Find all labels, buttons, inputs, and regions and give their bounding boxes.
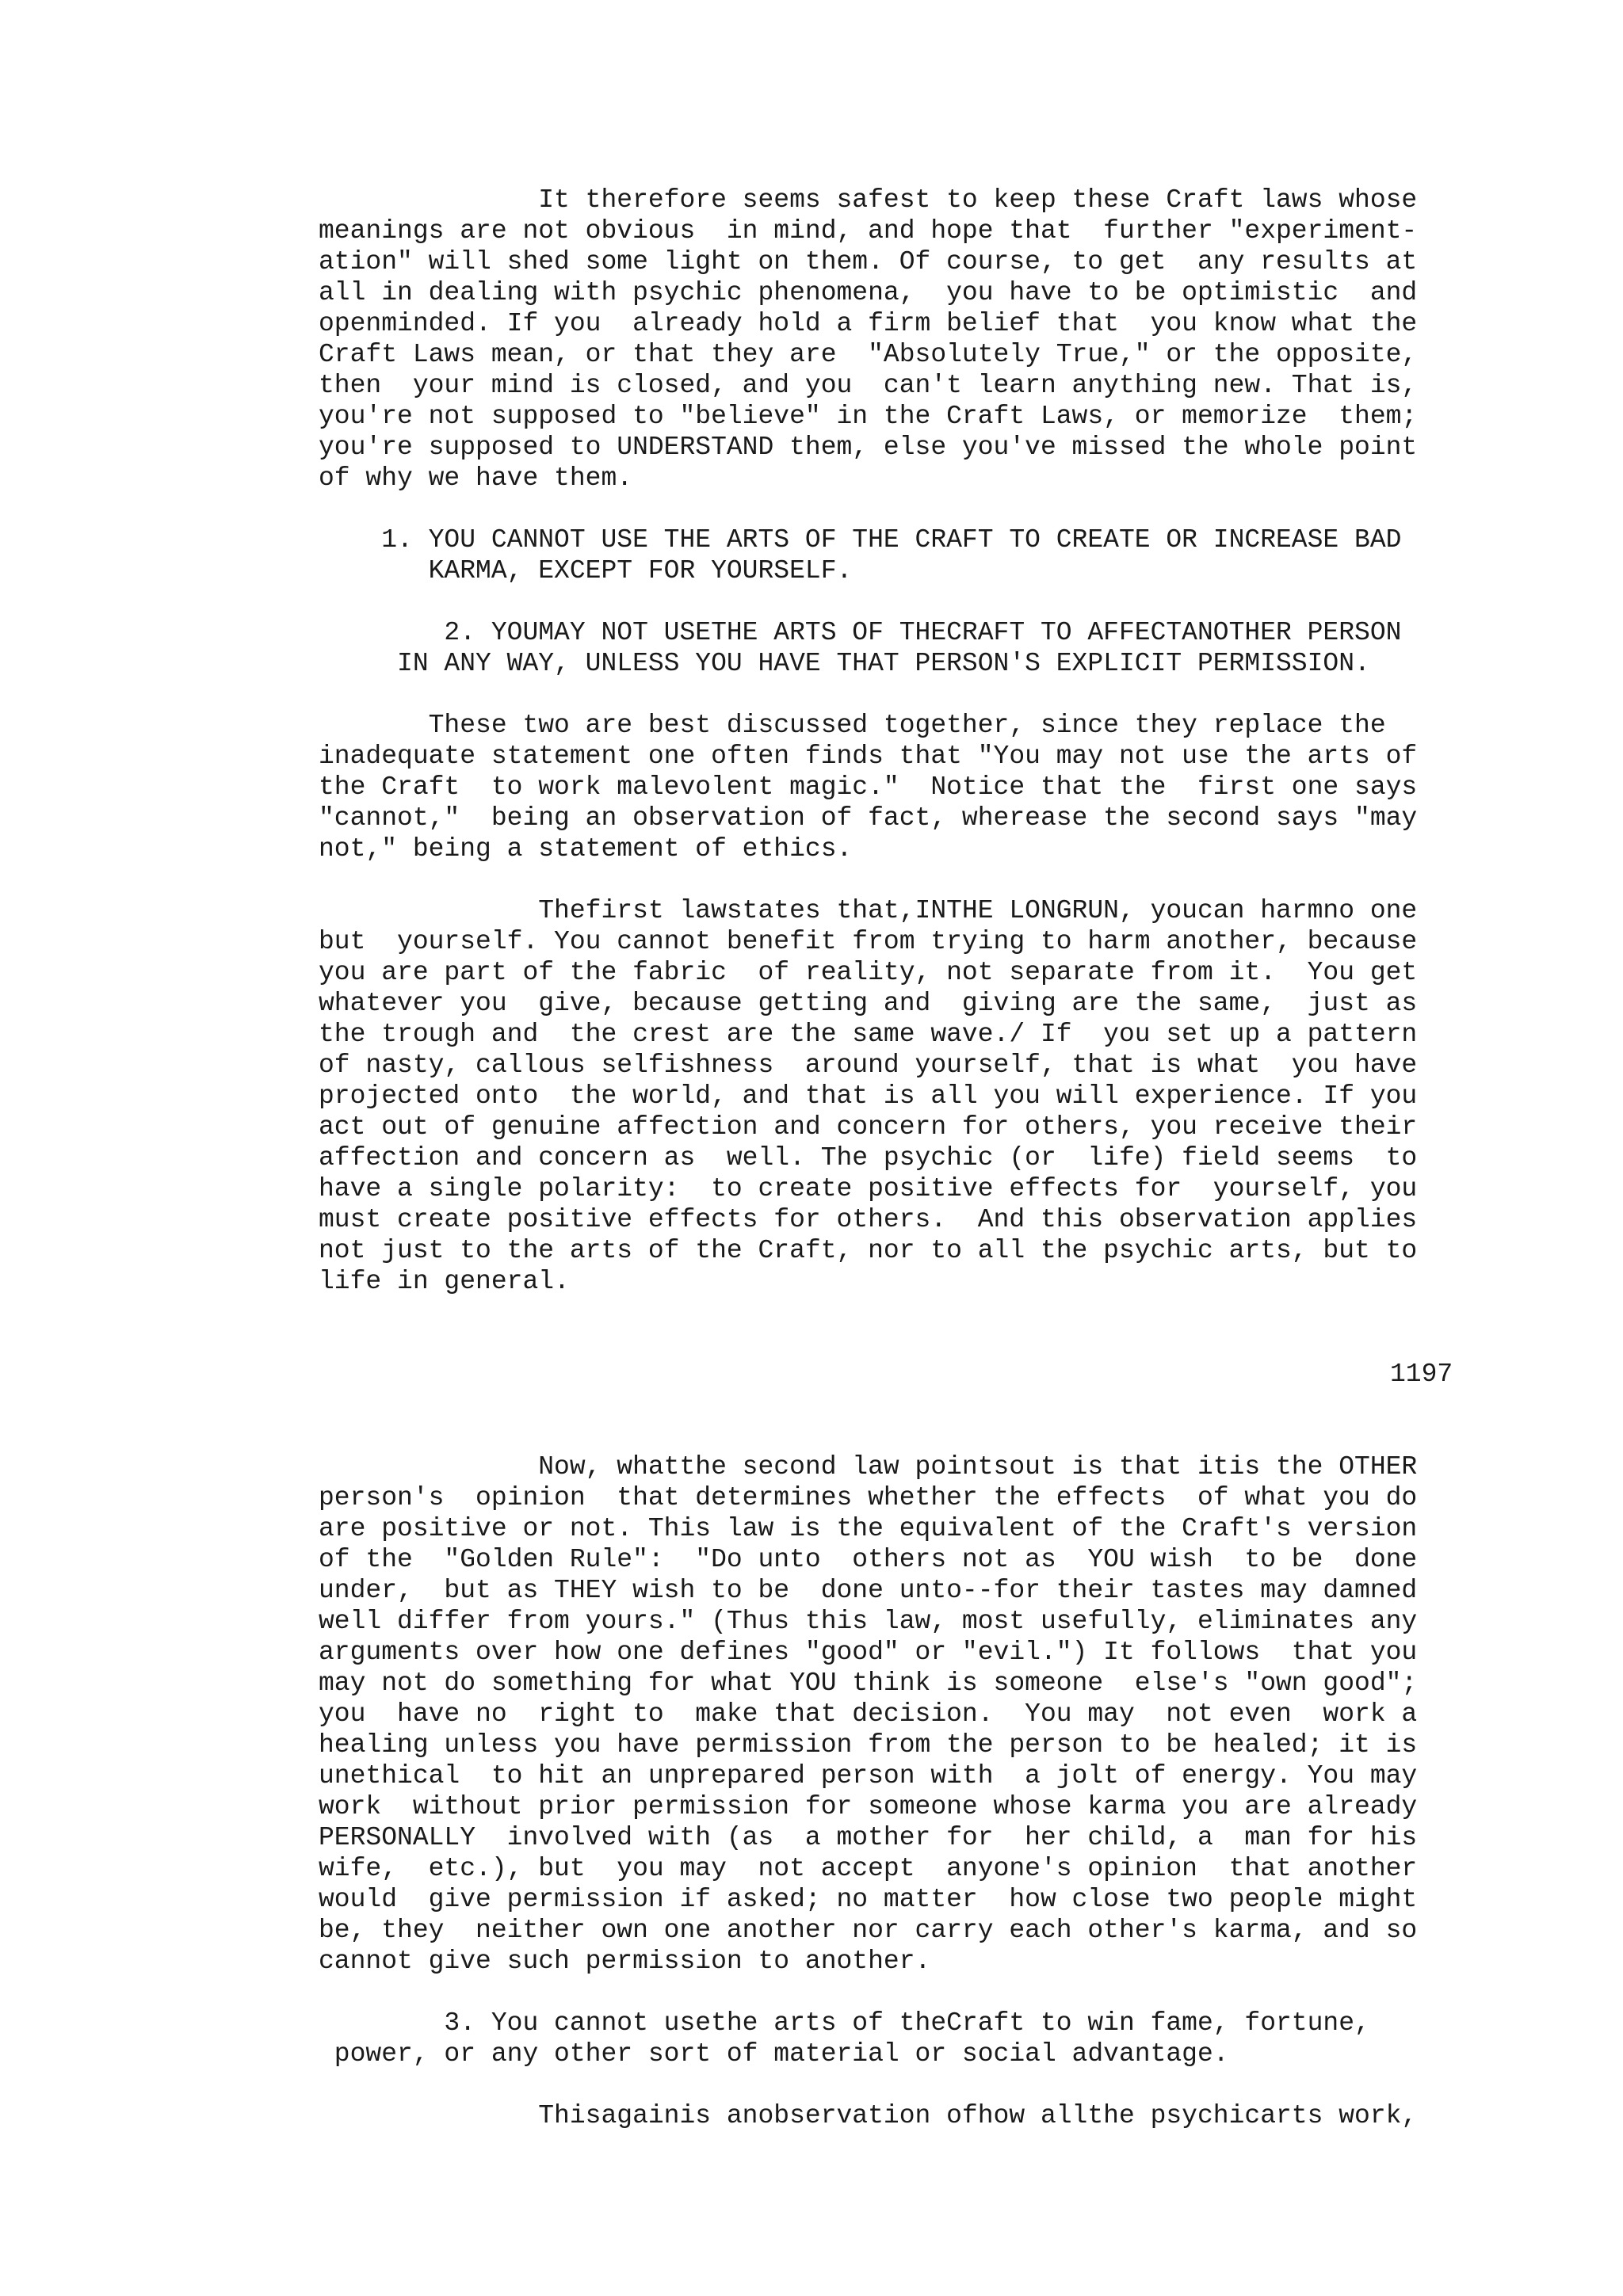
text-line: you're not supposed to "believe" in the Craft Laws, or memorize them; [319,402,1418,431]
text-line: you are part of the fabric of reality, not separate from it. You get [319,958,1418,987]
text-line: the trough and the crest are the same wave./ If you set up a pattern [319,1020,1418,1049]
text-line: projected onto the world, and that is all you will experience. If you [319,1081,1418,1111]
law-heading-line: IN ANY WAY, UNLESS YOU HAVE THAT PERSON'S EXPLICIT PERMISSION. [319,649,1370,678]
text-line: but yourself. You cannot benefit from trying to harm another, because [319,927,1418,956]
text-line: affection and concern as well. The psychic (or life) field seems to [319,1143,1418,1173]
text-line: under, but as THEY wish to be done unto--for their tastes may damned [319,1576,1418,1605]
text-line: you're supposed to UNDERSTAND them, else you've missed the whole point [319,433,1418,462]
text-line: These two are best discussed together, since they replace the [319,711,1386,740]
text-line: whatever you give, because getting and giving are the same, just as [319,989,1418,1018]
text-line: Now, whatthe second law pointsout is that itis the OTHER [319,1452,1418,1482]
text-line: wife, etc.), but you may not accept anyone's opinion that another [319,1854,1418,1883]
text-line: all in dealing with psychic phenomena, you have to be optimistic and [319,278,1418,307]
text-line: then your mind is closed, and you can't learn anything new. That is, [319,371,1418,400]
text-line: the Craft to work malevolent magic." Notice that the first one says [319,772,1418,802]
law-heading-line: 1. YOU CANNOT USE THE ARTS OF THE CRAFT TO CREATE OR INCREASE BAD [319,525,1402,555]
text-line: well differ from yours." (Thus this law, most usefully, eliminates any [319,1607,1418,1636]
text-line: cannot give such permission to another. [319,1947,931,1976]
text-line: must create positive effects for others. And this observation applies [319,1205,1418,1234]
text-line: not," being a statement of ethics. [319,834,853,864]
law-heading-line: 2. YOUMAY NOT USETHE ARTS OF THECRAFT TO AFFECTANOTHER PERSON [319,618,1402,647]
page-number: 1197 [1390,1360,1453,1389]
text-line: "cannot," being an observation of fact, wherease the second says "may [319,803,1418,833]
text-line: PERSONALLY involved with (as a mother for her child, a man for his [319,1823,1418,1852]
text-line: ation" will shed some light on them. Of course, to get any results at [319,247,1418,277]
text-line: Thisagainis anobservation ofhow allthe psychicarts work, [319,2101,1418,2130]
text-line: unethical to hit an unprepared person with a jolt of energy. You may [319,1761,1418,1791]
text-line: not just to the arts of the Craft, nor to all the psychic arts, but to [319,1236,1418,1265]
text-line: of nasty, callous selfishness around yourself, that is what you have [319,1051,1418,1080]
text-line: Craft Laws mean, or that they are "Absolutely True," or the opposite, [319,340,1418,369]
text-line: have a single polarity: to create positive effects for yourself, you [319,1174,1418,1203]
text-line: are positive or not. This law is the equivalent of the Craft's version [319,1514,1418,1543]
text-line: It therefore seems safest to keep these Craft laws whose [319,185,1418,215]
text-line: would give permission if asked; no matter how close two people might [319,1885,1418,1914]
text-line: be, they neither own one another nor carry each other's karma, and so [319,1916,1418,1945]
text-line: may not do something for what YOU think is someone else's "own good"; [319,1669,1418,1698]
text-line: of the "Golden Rule": "Do unto others not as YOU wish to be done [319,1545,1418,1574]
text-line: life in general. [319,1267,570,1296]
text-line: meanings are not obvious in mind, and hope that further "experiment- [319,216,1418,246]
law-heading-line: power, or any other sort of material or social advantage. [319,2039,1229,2069]
text-line: person's opinion that determines whether the effects of what you do [319,1483,1418,1512]
text-line: act out of genuine affection and concern for others, you receive their [319,1112,1418,1142]
text-line: inadequate statement one often finds that "You may not use the arts of [319,742,1418,771]
text-line: you have no right to make that decision. You may not even work a [319,1699,1418,1729]
text-line: healing unless you have permission from the person to be healed; it is [319,1730,1418,1760]
text-line: arguments over how one defines "good" or "evil.") It follows that you [319,1638,1418,1667]
text-line: Thefirst lawstates that,INTHE LONGRUN, youcan harmno one [319,896,1418,925]
law-heading-line: 3. You cannot usethe arts of theCraft to win fame, fortune, [319,2008,1370,2038]
text-line: of why we have them. [319,463,633,493]
text-line: openminded. If you already hold a firm belief that you know what the [319,309,1418,338]
text-line: work without prior permission for someone whose karma you are already [319,1792,1418,1821]
law-heading-line: KARMA, EXCEPT FOR YOURSELF. [319,556,853,585]
